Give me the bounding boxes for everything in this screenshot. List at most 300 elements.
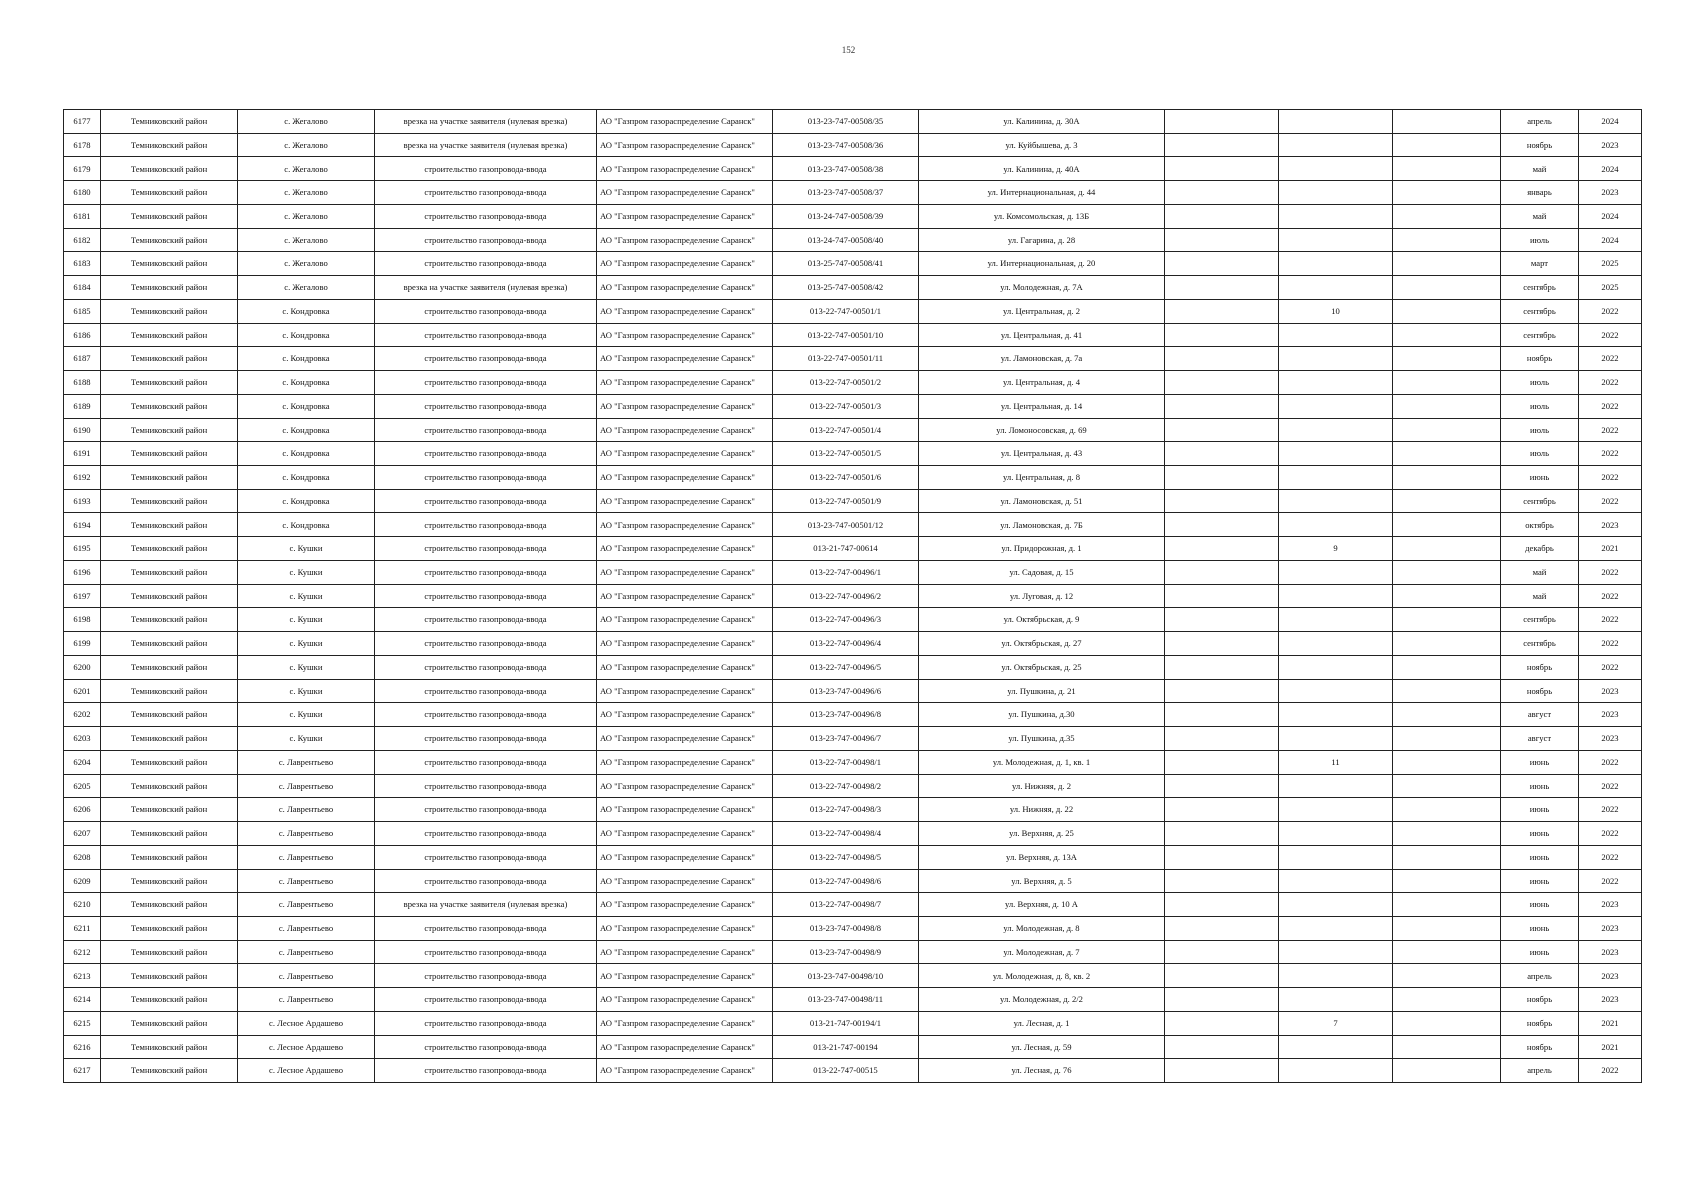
cell-settlement: с. Лаврентьево xyxy=(238,964,375,988)
cell-organization: АО "Газпром газораспределение Саранск" xyxy=(597,513,773,537)
cell-col-8 xyxy=(1165,655,1279,679)
table-row xyxy=(64,798,1642,822)
cell-district: Темниковский район xyxy=(101,371,238,395)
cell-year: 2021 xyxy=(1579,1011,1642,1035)
cell-contract-number: 013-23-747-00496/6 xyxy=(773,679,919,703)
cell-month: ноябрь xyxy=(1501,133,1579,157)
cell-contract-number: 013-23-747-00498/8 xyxy=(773,916,919,940)
cell-col-8 xyxy=(1165,204,1279,228)
cell-contract-number: 013-22-747-00501/2 xyxy=(773,371,919,395)
cell-month: ноябрь xyxy=(1501,1035,1579,1059)
cell-address: ул. Куйбышева, д. 3 xyxy=(919,133,1165,157)
cell-row-number: 6178 xyxy=(64,133,101,157)
cell-organization: АО "Газпром газораспределение Саранск" xyxy=(597,679,773,703)
cell-col-9 xyxy=(1279,371,1393,395)
table-row xyxy=(64,988,1642,1012)
cell-col-8 xyxy=(1165,371,1279,395)
cell-year: 2022 xyxy=(1579,299,1642,323)
cell-col-9 xyxy=(1279,157,1393,181)
cell-settlement: с. Кондровка xyxy=(238,513,375,537)
cell-col-10 xyxy=(1393,916,1501,940)
cell-col-8 xyxy=(1165,560,1279,584)
cell-row-number: 6189 xyxy=(64,394,101,418)
cell-settlement: с. Лаврентьево xyxy=(238,845,375,869)
cell-district: Темниковский район xyxy=(101,727,238,751)
cell-row-number: 6202 xyxy=(64,703,101,727)
table-row xyxy=(64,466,1642,490)
cell-year: 2022 xyxy=(1579,822,1642,846)
cell-month: июнь xyxy=(1501,940,1579,964)
cell-organization: АО "Газпром газораспределение Саранск" xyxy=(597,560,773,584)
cell-settlement: с. Лаврентьево xyxy=(238,940,375,964)
cell-month: июль xyxy=(1501,371,1579,395)
table-row xyxy=(64,133,1642,157)
cell-address: ул. Пушкина, д.35 xyxy=(919,727,1165,751)
cell-settlement: с. Кондровка xyxy=(238,489,375,513)
cell-contract-number: 013-24-747-00508/39 xyxy=(773,204,919,228)
cell-col-10 xyxy=(1393,371,1501,395)
cell-row-number: 6205 xyxy=(64,774,101,798)
table-row xyxy=(64,228,1642,252)
cell-organization: АО "Газпром газораспределение Саранск" xyxy=(597,157,773,181)
cell-address: ул. Садовая, д. 15 xyxy=(919,560,1165,584)
cell-settlement: с. Кондровка xyxy=(238,466,375,490)
cell-settlement: с. Кушки xyxy=(238,703,375,727)
cell-organization: АО "Газпром газораспределение Саранск" xyxy=(597,608,773,632)
cell-settlement: с. Лаврентьево xyxy=(238,750,375,774)
cell-col-8 xyxy=(1165,845,1279,869)
cell-district: Темниковский район xyxy=(101,323,238,347)
cell-district: Темниковский район xyxy=(101,228,238,252)
cell-work-type: строительство газопровода-ввода xyxy=(375,466,597,490)
table-row xyxy=(64,1059,1642,1083)
table-row xyxy=(64,893,1642,917)
cell-col-9: 10 xyxy=(1279,299,1393,323)
cell-row-number: 6181 xyxy=(64,204,101,228)
cell-col-9 xyxy=(1279,276,1393,300)
cell-col-9 xyxy=(1279,632,1393,656)
cell-organization: АО "Газпром газораспределение Саранск" xyxy=(597,228,773,252)
cell-work-type: строительство газопровода-ввода xyxy=(375,1011,597,1035)
cell-settlement: с. Жегалово xyxy=(238,252,375,276)
cell-col-8 xyxy=(1165,1059,1279,1083)
cell-address: ул. Центральная, д. 41 xyxy=(919,323,1165,347)
cell-col-9 xyxy=(1279,1035,1393,1059)
cell-col-10 xyxy=(1393,750,1501,774)
cell-organization: АО "Газпром газораспределение Саранск" xyxy=(597,940,773,964)
cell-settlement: с. Кондровка xyxy=(238,418,375,442)
table-row xyxy=(64,679,1642,703)
cell-organization: АО "Газпром газораспределение Саранск" xyxy=(597,845,773,869)
cell-col-10 xyxy=(1393,252,1501,276)
cell-settlement: с. Лаврентьево xyxy=(238,916,375,940)
cell-settlement: с. Лесное Ардашево xyxy=(238,1035,375,1059)
cell-year: 2023 xyxy=(1579,988,1642,1012)
cell-col-10 xyxy=(1393,584,1501,608)
cell-col-8 xyxy=(1165,442,1279,466)
cell-district: Темниковский район xyxy=(101,608,238,632)
cell-organization: АО "Газпром газораспределение Саранск" xyxy=(597,822,773,846)
cell-work-type: строительство газопровода-ввода xyxy=(375,679,597,703)
cell-district: Темниковский район xyxy=(101,893,238,917)
cell-address: ул. Центральная, д. 2 xyxy=(919,299,1165,323)
cell-col-9 xyxy=(1279,323,1393,347)
cell-work-type: врезка на участке заявителя (нулевая врезка) xyxy=(375,276,597,300)
cell-row-number: 6177 xyxy=(64,110,101,134)
cell-year: 2024 xyxy=(1579,204,1642,228)
cell-address: ул. Ламоновская, д. 7Б xyxy=(919,513,1165,537)
cell-organization: АО "Газпром газораспределение Саранск" xyxy=(597,964,773,988)
cell-year: 2021 xyxy=(1579,1035,1642,1059)
cell-row-number: 6191 xyxy=(64,442,101,466)
cell-organization: АО "Газпром газораспределение Саранск" xyxy=(597,442,773,466)
cell-row-number: 6199 xyxy=(64,632,101,656)
cell-col-8 xyxy=(1165,679,1279,703)
cell-work-type: строительство газопровода-ввода xyxy=(375,1035,597,1059)
cell-col-9 xyxy=(1279,798,1393,822)
cell-row-number: 6207 xyxy=(64,822,101,846)
table-row xyxy=(64,774,1642,798)
cell-district: Темниковский район xyxy=(101,822,238,846)
cell-col-9 xyxy=(1279,940,1393,964)
cell-year: 2021 xyxy=(1579,537,1642,561)
cell-col-8 xyxy=(1165,181,1279,205)
cell-year: 2022 xyxy=(1579,1059,1642,1083)
cell-address: ул. Молодежная, д. 8, кв. 2 xyxy=(919,964,1165,988)
cell-col-10 xyxy=(1393,822,1501,846)
cell-work-type: строительство газопровода-ввода xyxy=(375,157,597,181)
cell-work-type: строительство газопровода-ввода xyxy=(375,371,597,395)
cell-col-8 xyxy=(1165,916,1279,940)
cell-year: 2024 xyxy=(1579,110,1642,134)
table-row xyxy=(64,347,1642,371)
cell-col-10 xyxy=(1393,560,1501,584)
cell-settlement: с. Жегалово xyxy=(238,228,375,252)
cell-district: Темниковский район xyxy=(101,181,238,205)
cell-col-10 xyxy=(1393,110,1501,134)
cell-organization: АО "Газпром газораспределение Саранск" xyxy=(597,323,773,347)
cell-work-type: строительство газопровода-ввода xyxy=(375,822,597,846)
cell-col-8 xyxy=(1165,466,1279,490)
table-row xyxy=(64,276,1642,300)
cell-col-10 xyxy=(1393,228,1501,252)
cell-year: 2023 xyxy=(1579,181,1642,205)
cell-month: сентябрь xyxy=(1501,323,1579,347)
cell-col-9 xyxy=(1279,204,1393,228)
cell-row-number: 6184 xyxy=(64,276,101,300)
cell-settlement: с. Кондровка xyxy=(238,394,375,418)
cell-col-8 xyxy=(1165,632,1279,656)
table-row xyxy=(64,560,1642,584)
table-row xyxy=(64,703,1642,727)
cell-row-number: 6193 xyxy=(64,489,101,513)
cell-year: 2025 xyxy=(1579,252,1642,276)
cell-col-9: 7 xyxy=(1279,1011,1393,1035)
cell-district: Темниковский район xyxy=(101,418,238,442)
cell-month: ноябрь xyxy=(1501,347,1579,371)
table-row xyxy=(64,323,1642,347)
cell-year: 2022 xyxy=(1579,869,1642,893)
cell-month: июнь xyxy=(1501,916,1579,940)
cell-year: 2023 xyxy=(1579,703,1642,727)
cell-col-8 xyxy=(1165,584,1279,608)
cell-work-type: строительство газопровода-ввода xyxy=(375,347,597,371)
cell-work-type: строительство газопровода-ввода xyxy=(375,703,597,727)
cell-work-type: строительство газопровода-ввода xyxy=(375,513,597,537)
cell-work-type: строительство газопровода-ввода xyxy=(375,204,597,228)
cell-year: 2022 xyxy=(1579,347,1642,371)
cell-work-type: строительство газопровода-ввода xyxy=(375,1059,597,1083)
cell-col-9 xyxy=(1279,181,1393,205)
cell-col-9 xyxy=(1279,774,1393,798)
cell-organization: АО "Газпром газораспределение Саранск" xyxy=(597,299,773,323)
cell-address: ул. Молодежная, д. 8 xyxy=(919,916,1165,940)
table-row xyxy=(64,750,1642,774)
cell-contract-number: 013-23-747-00508/35 xyxy=(773,110,919,134)
cell-district: Темниковский район xyxy=(101,703,238,727)
cell-row-number: 6217 xyxy=(64,1059,101,1083)
cell-col-8 xyxy=(1165,608,1279,632)
cell-work-type: строительство газопровода-ввода xyxy=(375,299,597,323)
cell-col-9 xyxy=(1279,584,1393,608)
cell-year: 2022 xyxy=(1579,323,1642,347)
cell-col-9 xyxy=(1279,608,1393,632)
cell-organization: АО "Газпром газораспределение Саранск" xyxy=(597,371,773,395)
cell-year: 2023 xyxy=(1579,964,1642,988)
cell-organization: АО "Газпром газораспределение Саранск" xyxy=(597,655,773,679)
cell-settlement: с. Жегалово xyxy=(238,181,375,205)
table-row xyxy=(64,418,1642,442)
cell-month: ноябрь xyxy=(1501,1011,1579,1035)
cell-col-9 xyxy=(1279,489,1393,513)
cell-row-number: 6210 xyxy=(64,893,101,917)
cell-col-9: 11 xyxy=(1279,750,1393,774)
cell-month: июль xyxy=(1501,418,1579,442)
cell-work-type: строительство газопровода-ввода xyxy=(375,489,597,513)
cell-col-10 xyxy=(1393,940,1501,964)
cell-organization: АО "Газпром газораспределение Саранск" xyxy=(597,204,773,228)
cell-row-number: 6187 xyxy=(64,347,101,371)
cell-district: Темниковский район xyxy=(101,988,238,1012)
cell-contract-number: 013-22-747-00501/3 xyxy=(773,394,919,418)
cell-work-type: строительство газопровода-ввода xyxy=(375,774,597,798)
cell-settlement: с. Лаврентьево xyxy=(238,822,375,846)
page-number: 152 xyxy=(841,45,856,55)
cell-settlement: с. Кондровка xyxy=(238,347,375,371)
cell-month: март xyxy=(1501,252,1579,276)
cell-month: ноябрь xyxy=(1501,655,1579,679)
cell-address: ул. Молодежная, д. 7 xyxy=(919,940,1165,964)
cell-row-number: 6216 xyxy=(64,1035,101,1059)
cell-settlement: с. Кушки xyxy=(238,560,375,584)
cell-district: Темниковский район xyxy=(101,798,238,822)
cell-work-type: строительство газопровода-ввода xyxy=(375,394,597,418)
cell-district: Темниковский район xyxy=(101,632,238,656)
cell-col-9 xyxy=(1279,964,1393,988)
cell-row-number: 6186 xyxy=(64,323,101,347)
cell-col-10 xyxy=(1393,466,1501,490)
table-row xyxy=(64,916,1642,940)
cell-month: сентябрь xyxy=(1501,299,1579,323)
cell-contract-number: 013-23-747-00508/38 xyxy=(773,157,919,181)
cell-col-8 xyxy=(1165,750,1279,774)
cell-work-type: строительство газопровода-ввода xyxy=(375,442,597,466)
cell-col-10 xyxy=(1393,679,1501,703)
cell-contract-number: 013-24-747-00508/40 xyxy=(773,228,919,252)
cell-month: сентябрь xyxy=(1501,276,1579,300)
cell-address: ул. Лесная, д. 1 xyxy=(919,1011,1165,1035)
cell-contract-number: 013-25-747-00508/41 xyxy=(773,252,919,276)
cell-row-number: 6200 xyxy=(64,655,101,679)
cell-contract-number: 013-22-747-00498/3 xyxy=(773,798,919,822)
cell-col-10 xyxy=(1393,489,1501,513)
cell-contract-number: 013-22-747-00496/1 xyxy=(773,560,919,584)
cell-year: 2022 xyxy=(1579,489,1642,513)
cell-col-9 xyxy=(1279,228,1393,252)
cell-contract-number: 013-22-747-00498/1 xyxy=(773,750,919,774)
cell-month: сентябрь xyxy=(1501,608,1579,632)
cell-settlement: с. Кушки xyxy=(238,655,375,679)
table-row xyxy=(64,537,1642,561)
table-row xyxy=(64,442,1642,466)
cell-address: ул. Центральная, д. 43 xyxy=(919,442,1165,466)
cell-settlement: с. Лаврентьево xyxy=(238,798,375,822)
cell-contract-number: 013-22-747-00501/1 xyxy=(773,299,919,323)
cell-contract-number: 013-22-747-00496/5 xyxy=(773,655,919,679)
cell-col-8 xyxy=(1165,110,1279,134)
cell-col-10 xyxy=(1393,869,1501,893)
cell-month: сентябрь xyxy=(1501,489,1579,513)
cell-address: ул. Пушкина, д.30 xyxy=(919,703,1165,727)
cell-organization: АО "Газпром газораспределение Саранск" xyxy=(597,466,773,490)
cell-col-9 xyxy=(1279,418,1393,442)
cell-year: 2022 xyxy=(1579,632,1642,656)
cell-address: ул. Верхняя, д. 13А xyxy=(919,845,1165,869)
cell-district: Темниковский район xyxy=(101,774,238,798)
cell-address: ул. Луговая, д. 12 xyxy=(919,584,1165,608)
cell-row-number: 6195 xyxy=(64,537,101,561)
cell-organization: АО "Газпром газораспределение Саранск" xyxy=(597,632,773,656)
cell-col-9 xyxy=(1279,655,1393,679)
cell-contract-number: 013-22-747-00498/6 xyxy=(773,869,919,893)
cell-settlement: с. Жегалово xyxy=(238,157,375,181)
cell-work-type: строительство газопровода-ввода xyxy=(375,181,597,205)
cell-year: 2022 xyxy=(1579,418,1642,442)
cell-col-9 xyxy=(1279,822,1393,846)
cell-contract-number: 013-21-747-00194/1 xyxy=(773,1011,919,1035)
cell-contract-number: 013-23-747-00508/37 xyxy=(773,181,919,205)
cell-month: июнь xyxy=(1501,798,1579,822)
cell-contract-number: 013-23-747-00501/12 xyxy=(773,513,919,537)
cell-settlement: с. Жегалово xyxy=(238,110,375,134)
cell-year: 2022 xyxy=(1579,584,1642,608)
cell-col-10 xyxy=(1393,323,1501,347)
cell-address: ул. Интернациональная, д. 44 xyxy=(919,181,1165,205)
cell-col-8 xyxy=(1165,774,1279,798)
cell-year: 2023 xyxy=(1579,679,1642,703)
cell-col-9 xyxy=(1279,394,1393,418)
cell-col-9 xyxy=(1279,1059,1393,1083)
cell-year: 2025 xyxy=(1579,276,1642,300)
cell-work-type: строительство газопровода-ввода xyxy=(375,252,597,276)
cell-settlement: с. Кушки xyxy=(238,727,375,751)
cell-col-8 xyxy=(1165,228,1279,252)
cell-year: 2023 xyxy=(1579,513,1642,537)
table-row xyxy=(64,394,1642,418)
table-row xyxy=(64,204,1642,228)
cell-year: 2023 xyxy=(1579,893,1642,917)
cell-row-number: 6206 xyxy=(64,798,101,822)
cell-year: 2022 xyxy=(1579,608,1642,632)
cell-settlement: с. Кушки xyxy=(238,632,375,656)
cell-row-number: 6212 xyxy=(64,940,101,964)
cell-organization: АО "Газпром газораспределение Саранск" xyxy=(597,1011,773,1035)
cell-col-8 xyxy=(1165,394,1279,418)
cell-address: ул. Нижняя, д. 2 xyxy=(919,774,1165,798)
cell-address: ул. Октябрьская, д. 25 xyxy=(919,655,1165,679)
cell-month: ноябрь xyxy=(1501,988,1579,1012)
cell-contract-number: 013-22-747-00501/11 xyxy=(773,347,919,371)
cell-organization: АО "Газпром газораспределение Саранск" xyxy=(597,252,773,276)
cell-address: ул. Ломоносовская, д. 69 xyxy=(919,418,1165,442)
cell-col-9 xyxy=(1279,560,1393,584)
cell-work-type: врезка на участке заявителя (нулевая врезка) xyxy=(375,893,597,917)
cell-work-type: строительство газопровода-ввода xyxy=(375,632,597,656)
cell-district: Темниковский район xyxy=(101,916,238,940)
cell-year: 2022 xyxy=(1579,442,1642,466)
cell-month: май xyxy=(1501,157,1579,181)
cell-district: Темниковский район xyxy=(101,964,238,988)
cell-organization: АО "Газпром газораспределение Саранск" xyxy=(597,727,773,751)
cell-col-10 xyxy=(1393,988,1501,1012)
cell-row-number: 6182 xyxy=(64,228,101,252)
cell-organization: АО "Газпром газораспределение Саранск" xyxy=(597,893,773,917)
cell-contract-number: 013-23-747-00498/10 xyxy=(773,964,919,988)
cell-contract-number: 013-22-747-00498/7 xyxy=(773,893,919,917)
cell-district: Темниковский район xyxy=(101,347,238,371)
cell-col-10 xyxy=(1393,133,1501,157)
cell-row-number: 6213 xyxy=(64,964,101,988)
cell-year: 2023 xyxy=(1579,727,1642,751)
cell-address: ул. Ламоновская, д. 7а xyxy=(919,347,1165,371)
table-row xyxy=(64,110,1642,134)
cell-district: Темниковский район xyxy=(101,1035,238,1059)
cell-contract-number: 013-21-747-00614 xyxy=(773,537,919,561)
cell-contract-number: 013-25-747-00508/42 xyxy=(773,276,919,300)
cell-contract-number: 013-22-747-00501/4 xyxy=(773,418,919,442)
cell-row-number: 6192 xyxy=(64,466,101,490)
cell-col-10 xyxy=(1393,1035,1501,1059)
cell-address: ул. Нижняя, д. 22 xyxy=(919,798,1165,822)
cell-month: июнь xyxy=(1501,869,1579,893)
cell-address: ул. Центральная, д. 8 xyxy=(919,466,1165,490)
cell-contract-number: 013-21-747-00194 xyxy=(773,1035,919,1059)
cell-address: ул. Центральная, д. 4 xyxy=(919,371,1165,395)
cell-month: апрель xyxy=(1501,1059,1579,1083)
cell-contract-number: 013-22-747-00496/3 xyxy=(773,608,919,632)
cell-settlement: с. Кушки xyxy=(238,537,375,561)
cell-col-8 xyxy=(1165,513,1279,537)
cell-contract-number: 013-23-747-00496/8 xyxy=(773,703,919,727)
cell-contract-number: 013-22-747-00501/9 xyxy=(773,489,919,513)
cell-col-10 xyxy=(1393,418,1501,442)
cell-settlement: с. Кондровка xyxy=(238,371,375,395)
cell-district: Темниковский район xyxy=(101,394,238,418)
cell-month: июль xyxy=(1501,394,1579,418)
cell-row-number: 6194 xyxy=(64,513,101,537)
cell-settlement: с. Лаврентьево xyxy=(238,893,375,917)
cell-organization: АО "Газпром газораспределение Саранск" xyxy=(597,869,773,893)
